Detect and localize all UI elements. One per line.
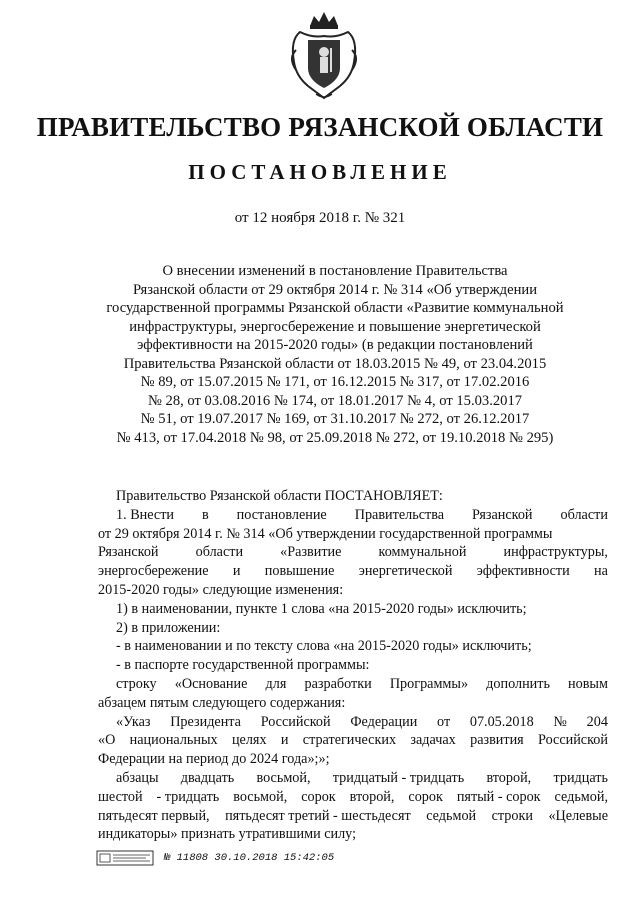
word: строки [491,807,533,824]
word: Правительства [354,506,445,523]
word: и [280,732,289,749]
body-justified-line [98,731,608,750]
word: Программы» [389,675,469,692]
word: области [560,506,608,523]
body-justified-line [98,713,608,732]
word: «Указ [116,713,151,730]
subject-line: № 28, от 03.08.2016 № 174, от 18.01.2017 № 4, от 15.03.2017 [147,392,523,409]
word: седьмой, [554,788,608,805]
word: сорок [301,788,336,805]
ryazan-coat-of-arms-icon [286,10,362,102]
word: области [195,544,244,561]
word: пятьдесят третий - шестьдесят [225,807,411,824]
body-line: абзацем пятым следующего содержания: [98,694,346,711]
word: стратегических [302,732,397,749]
subject-line: эффективности на 2015-2020 годы» (в редакции постановлений [137,337,533,353]
list-item: 1) в наименовании, пункте 1 слова «на 2015-2020 годы» исключить; [116,600,527,617]
subject-line: № 51, от 19.07.2017 № 169, от 31.10.2017 № 272, от 26.12.2017 [140,411,530,427]
word: - тридцать [156,788,220,805]
body-justified-line [98,506,608,525]
body-line: индикаторы» признать утратившими силу; [98,826,357,843]
body-justified-line [98,769,608,788]
subject-line: государственной программы Рязанской области «Развитие коммунальной [106,300,564,316]
word: восьмой, [233,788,288,805]
word: Российской [538,732,608,749]
word: Рязанской [98,544,159,561]
body-line: от 29 октября 2014 г. № 314 «Об утверждении государственной программы [98,525,553,542]
word: дополнить [486,675,550,692]
word: и [232,563,241,580]
word: постановление [236,506,327,523]
body-line: 2015-2020 годы» следующие изменения: [98,581,344,598]
word: шестой [98,788,143,805]
word: второй, [349,788,395,805]
word: коммунальной [378,544,467,561]
document-body [98,487,608,844]
word: Российской [260,713,331,730]
word: тридцать [553,769,608,786]
document-type: ПОСТАНОВЛЕНИЕ [188,160,452,184]
resolves-line: Правительство Рязанской области ПОСТАНОВЛЯЕТ: [116,488,443,504]
body-justified-line [98,788,608,807]
word: новым [568,675,608,692]
word: разработки [304,675,372,692]
word: национальных [129,732,218,749]
word: повышение [264,563,335,580]
word: седьмой [426,807,477,824]
word: от [437,713,451,730]
word: «О [98,732,116,749]
word: абзацы [116,769,159,786]
word: № [553,713,567,730]
registration-stamp-icon [96,850,154,866]
word: 07.05.2018 [469,713,534,730]
body-line: Федерации на период до 2024 года»;»; [98,751,330,768]
word: Рязанской [472,506,533,523]
word: для [265,675,287,692]
subject-line: № 89, от 15.07.2015 № 171, от 16.12.2015 № 317, от 17.02.2016 [140,374,530,390]
list-item: 2) в приложении: [116,619,221,636]
document-subject [40,262,630,447]
word: сорок [408,788,443,805]
word: эффективности [476,563,570,580]
word: «Целевые [548,807,608,824]
registration-number: № 11808 30.10.2018 15:42:05 [164,852,335,864]
body-justified-line [98,807,608,826]
word: 204 [586,713,608,730]
subject-line: № 413, от 17.04.2018 № 98, от 25.09.2018 № 272, от 19.10.2018 № 295) [116,429,554,446]
word: двадцать [180,769,235,786]
word: энергосбережение [98,563,209,580]
word: «Развитие [280,544,342,561]
list-item: - в наименовании и по тексту слова «на 2015-2020 годы» исключить; [116,638,532,655]
word: развития [470,732,524,749]
government-title: ПРАВИТЕЛЬСТВО РЯЗАНСКОЙ ОБЛАСТИ [36,112,604,142]
word: на [594,563,608,580]
word: энергетической [358,563,453,580]
body-justified-line [98,675,608,694]
word: «Основание [174,675,248,692]
word: второй, [486,769,532,786]
word: Федерации [350,713,418,730]
subject-line: Правительства Рязанской области от 18.03.2015 № 49, от 23.04.2015 [123,355,547,372]
subject-line: инфраструктуры, энергосбережение и повышение энергетической [129,318,541,335]
subject-line: О внесении изменений в постановление Правительства [162,263,508,279]
word: задачах [410,732,456,749]
word: целях [231,732,267,749]
body-justified-line [98,562,608,581]
word: 1. Внести [116,506,174,523]
body-justified-line [98,543,608,562]
word: Президента [170,713,241,730]
word: восьмой, [256,769,311,786]
word: пятый - сорок [456,788,541,805]
word: инфраструктуры, [503,544,608,561]
word: в [201,506,209,523]
word: строку [116,675,157,692]
word: тридцатый - тридцать [332,769,465,786]
registration-footer [96,848,334,868]
word: пятьдесят первый, [98,807,210,824]
document-date-number: от 12 ноября 2018 г. № 321 [234,210,406,226]
subject-line: Рязанской области от 29 октября 2014 г. № 314 «Об утверждении [132,281,538,298]
list-item: - в паспорте государственной программы: [116,657,370,674]
